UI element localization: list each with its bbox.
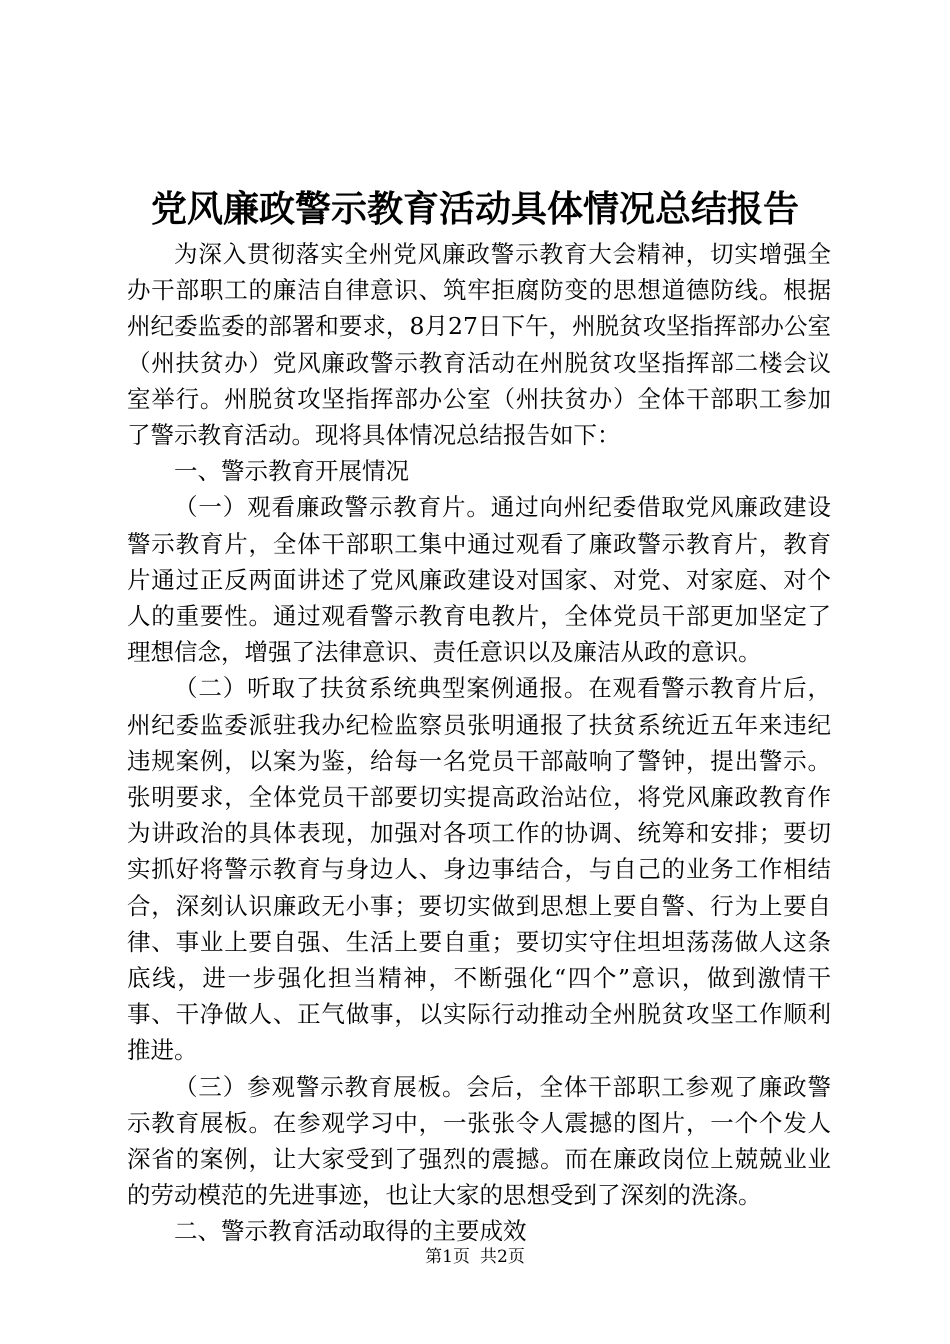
- page-number: 第1页: [425, 1247, 470, 1267]
- page-footer: [0, 1246, 950, 1268]
- subsection-paragraph-2: （二）听取了扶贫系统典型案例通报。在观看警示教育片后，州纪委监委派驻我办纪检监察员张明通报了扶贫系统近五年来违纪违规案例，以案为鉴，给每一名党员干部敲响了警钟，提出警示。张明要求，全体党员干部要切实提高政治站位，将党风廉政教育作为讲政治的具体表现，加强对各项工作的协调、统筹和安排；要切实抓好将警示教育与身边人、身边事结合，与自己的业务工作相结合，深刻认识廉政无小事；要切实做到思想上要自警、行为上要自律、事业上要自强、生活上要自重；要切实守住坦坦荡荡做人这条底线，进一步强化担当精神，不断强化“四个”意识，做到激情干事、干净做人、正气做事，以实际行动推动全州脱贫攻坚工作顺利推进。: [127, 674, 831, 1065]
- section-heading-2: 二、警示教育活动取得的主要成效: [174, 1217, 527, 1246]
- subsection-paragraph-1: （一）观看廉政警示教育片。通过向州纪委借取党风廉政建设警示教育片，全体干部职工集中通过观看了廉政警示教育片，教育片通过正反两面讲述了党风廉政建设对国家、对党、对家庭、对个人的重要性。通过观看警示教育电教片，全体党员干部更加坚定了理想信念，增强了法律意识、责任意识以及廉洁从政的意识。: [127, 493, 831, 667]
- document-title: 党风廉政警示教育活动具体情况总结报告: [150, 188, 799, 230]
- intro-paragraph: 为深入贯彻落实全州党风廉政警示教育大会精神，切实增强全办干部职工的廉洁自律意识、筑牢拒腐防变的思想道德防线。根据州纪委监委的部署和要求，8月27日下午，州脱贫攻坚指挥部办公室（州扶贫办）党风廉政警示教育活动在州脱贫攻坚指挥部二楼会议室举行。州脱贫攻坚指挥部办公室（州扶贫办）全体干部职工参加了警示教育活动。现将具体情况总结报告如下：: [127, 240, 831, 450]
- document-body: [127, 236, 831, 1250]
- section-heading-1: 一、警示教育开展情况: [174, 457, 409, 486]
- subsection-paragraph-3: （三）参观警示教育展板。会后，全体干部职工参观了廉政警示教育展板。在参观学习中，一张张令人震撼的图片，一个个发人深省的案例，让大家受到了强烈的震撼。而在廉政岗位上兢兢业业的劳动模范的先进事迹，也让大家的思想受到了深刻的洗涤。: [127, 1072, 831, 1210]
- page-total: 共2页: [480, 1247, 525, 1267]
